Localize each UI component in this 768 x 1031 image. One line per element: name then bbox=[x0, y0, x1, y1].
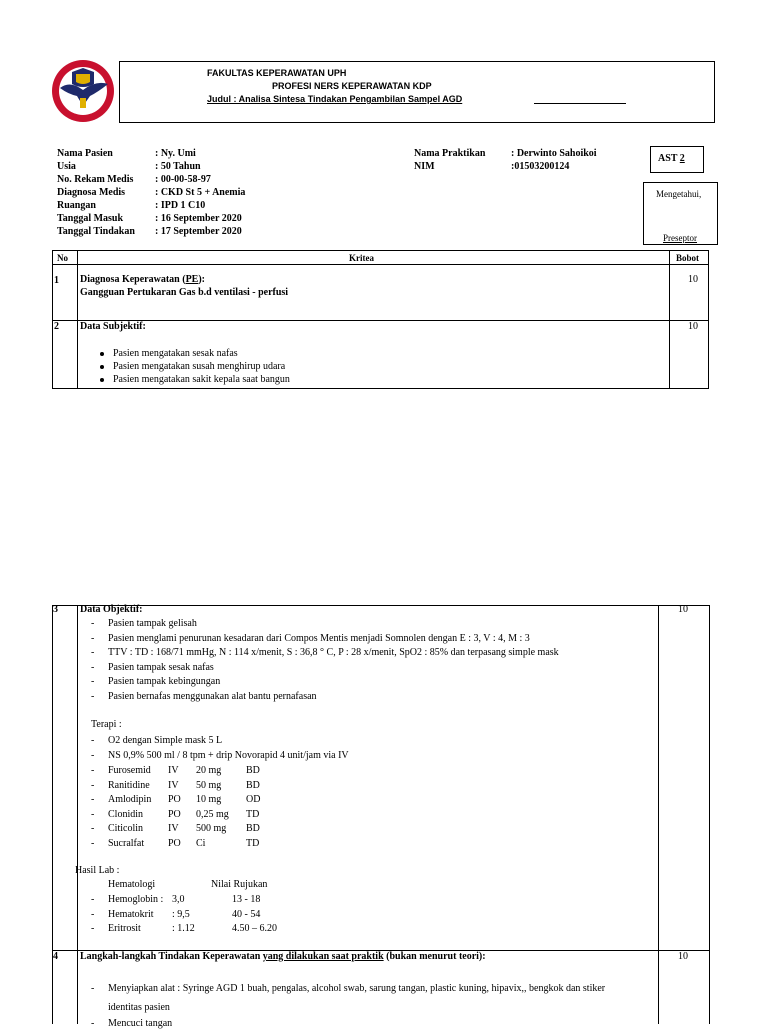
objective-item: Pasien tampak sesak nafas bbox=[108, 661, 214, 673]
drug-dose: Ci bbox=[196, 838, 206, 849]
dash-marker: - bbox=[91, 676, 95, 687]
row4-number: 4 bbox=[53, 951, 58, 962]
dash-marker: - bbox=[91, 838, 95, 849]
logo bbox=[50, 58, 116, 124]
drug-frequency: TD bbox=[246, 808, 260, 820]
drug-route: PO bbox=[168, 808, 181, 820]
drug-route: IV bbox=[168, 779, 179, 791]
lab-head-left: Hematologi bbox=[108, 879, 156, 890]
lab-reference: 4.50 – 6.20 bbox=[232, 923, 277, 934]
subjective-item: Pasien mengatakan sesak nafas bbox=[113, 348, 238, 359]
patient-field-value: : 00-00-58-97 bbox=[155, 174, 211, 185]
preseptor-label: Preseptor bbox=[663, 233, 697, 243]
drug-frequency: TD bbox=[246, 838, 260, 849]
mengetahui-label: Mengetahui, bbox=[656, 189, 702, 199]
patient-field-label: Ruangan bbox=[57, 200, 96, 211]
student-name-label: Nama Praktikan bbox=[414, 148, 486, 159]
drug-route: IV bbox=[168, 765, 179, 776]
bullet-dot bbox=[100, 352, 104, 356]
drug-route: PO bbox=[168, 794, 181, 806]
drug-dose: 20 mg bbox=[196, 765, 222, 776]
row2-number: 2 bbox=[54, 321, 59, 332]
drug-name: Amlodipin bbox=[108, 794, 152, 806]
drug-route: IV bbox=[168, 823, 179, 835]
bullet-dot bbox=[100, 365, 104, 369]
drug-name: Clonidin bbox=[108, 808, 144, 820]
drug-dose: 50 mg bbox=[196, 779, 222, 791]
row3-title: Data Objektif: bbox=[80, 604, 143, 615]
row2-bobot: 10 bbox=[688, 321, 698, 332]
dash-marker: - bbox=[91, 647, 95, 658]
drug-name: Citicolin bbox=[108, 823, 143, 835]
lab-head-right: Nilai Rujukan bbox=[211, 879, 268, 890]
step-1-line2: identitas pasien bbox=[108, 1002, 170, 1013]
ast-label: AST 2 bbox=[658, 153, 685, 164]
row2-title: Data Subjektif: bbox=[80, 321, 146, 332]
row4-bobot: 10 bbox=[678, 951, 688, 962]
patient-field-label: Tanggal Masuk bbox=[57, 213, 124, 224]
objective-item: Pasien tampak kebingungan bbox=[108, 676, 221, 687]
dash-marker: - bbox=[91, 908, 95, 920]
drug-frequency: BD bbox=[246, 765, 260, 776]
patient-field-value: : 17 September 2020 bbox=[155, 226, 242, 237]
dash-marker: - bbox=[91, 823, 95, 835]
dash-marker: - bbox=[91, 894, 95, 905]
patient-field-value: : CKD St 5 + Anemia bbox=[155, 187, 246, 198]
lab-value: 3,0 bbox=[172, 894, 185, 905]
row3-number: 3 bbox=[53, 604, 58, 615]
col-bobot-header: Bobot bbox=[676, 253, 700, 263]
drug-frequency: BD bbox=[246, 779, 260, 791]
objective-item: Pasien menglami penurunan kesadaran dari Compos Mentis menjadi Somnolen dengan E : 3, V : 4, M : 3 bbox=[108, 632, 530, 644]
row3-bobot: 10 bbox=[678, 604, 688, 615]
lab-reference: 13 - 18 bbox=[232, 894, 261, 905]
dash-marker: - bbox=[91, 983, 95, 994]
objective-item: TTV : TD : 168/71 mmHg, N : 114 x/menit, S : 36,8 ° C, P : 28 x/menit, SpO2 : 85% dan terpasang simple mask bbox=[108, 647, 559, 658]
objective-item: Pasien tampak gelisah bbox=[108, 618, 197, 629]
patient-field-label: Usia bbox=[57, 161, 76, 172]
dash-marker: - bbox=[91, 1018, 95, 1029]
step-2: Mencuci tangan bbox=[108, 1018, 173, 1029]
dash-marker: - bbox=[91, 765, 95, 776]
row4-title: Langkah-langkah Tindakan Keperawatan yang dilakukan saat praktik (bukan menurut teori): bbox=[80, 951, 486, 962]
lab-reference: 40 - 54 bbox=[232, 908, 261, 920]
drug-frequency: OD bbox=[246, 794, 261, 806]
program-title: PROFESI NERS KEPERAWATAN KDP bbox=[272, 81, 432, 91]
row1-number: 1 bbox=[54, 275, 59, 286]
col-no-header: No bbox=[57, 253, 68, 263]
therapy-item: NS 0,9% 500 ml / 8 tpm + drip Novorapid 4 unit/jam via IV bbox=[108, 750, 349, 761]
lab-label: Hasil Lab : bbox=[75, 865, 120, 876]
lab-name: Hemoglobin : bbox=[108, 894, 164, 905]
lab-value: : 9,5 bbox=[172, 908, 190, 920]
bullet-dot bbox=[100, 378, 104, 382]
col-kritea-header: Kritea bbox=[349, 253, 374, 263]
patient-field-label: No. Rekam Medis bbox=[57, 174, 134, 185]
university-seal-icon bbox=[50, 58, 116, 124]
row1-bobot: 10 bbox=[688, 274, 698, 285]
dash-marker: - bbox=[91, 632, 95, 644]
dash-marker: - bbox=[91, 618, 95, 629]
drug-name: Furosemid bbox=[108, 765, 151, 776]
student-name-value: : Derwinto Sahoikoi bbox=[511, 148, 597, 159]
dash-marker: - bbox=[91, 690, 95, 702]
patient-field-label: Nama Pasien bbox=[57, 148, 113, 159]
lab-name: Hematokrit bbox=[108, 908, 154, 920]
lab-value: : 1.12 bbox=[172, 923, 195, 934]
faculty-title: FAKULTAS KEPERAWATAN UPH bbox=[207, 68, 347, 78]
subjective-item: Pasien mengatakan susah menghirup udara bbox=[113, 361, 286, 372]
patient-field-value: : 16 September 2020 bbox=[155, 213, 242, 224]
drug-frequency: BD bbox=[246, 823, 260, 835]
drug-dose: 10 mg bbox=[196, 794, 222, 806]
step-1-line1: Menyiapkan alat : Syringe AGD 1 buah, pengalas, alcohol swab, sarung tangan, plastic kuning, hipavix,, bengkok dan stiker bbox=[108, 983, 606, 994]
document-title: Judul : Analisa Sintesa Tindakan Pengambilan Sampel AGD bbox=[207, 94, 463, 104]
dash-marker: - bbox=[91, 779, 95, 791]
drug-route: PO bbox=[168, 838, 181, 849]
title-underline bbox=[534, 103, 626, 104]
nim-label: NIM bbox=[414, 161, 435, 172]
terapi-label: Terapi : bbox=[91, 719, 122, 730]
subjective-item: Pasien mengatakan sakit kepala saat bangun bbox=[113, 374, 290, 385]
drug-name: Ranitidine bbox=[108, 779, 150, 791]
row1-title: Diagnosa Keperawatan (PE): bbox=[80, 274, 206, 285]
drug-dose: 0,25 mg bbox=[196, 808, 229, 820]
objective-item: Pasien bernafas menggunakan alat bantu pernafasan bbox=[108, 690, 317, 702]
therapy-item: O2 dengan Simple mask 5 L bbox=[108, 735, 223, 746]
dash-marker: - bbox=[91, 808, 95, 820]
patient-field-value: : Ny. Umi bbox=[155, 148, 196, 159]
lab-name: Eritrosit bbox=[108, 923, 141, 934]
dash-marker: - bbox=[91, 661, 95, 673]
dash-marker: - bbox=[91, 794, 95, 806]
dash-marker: - bbox=[91, 923, 95, 934]
patient-field-value: : IPD 1 C10 bbox=[155, 200, 206, 211]
nim-value: :01503200124 bbox=[511, 161, 570, 172]
patient-field-label: Tanggal Tindakan bbox=[57, 226, 135, 237]
drug-dose: 500 mg bbox=[196, 823, 227, 835]
patient-field-label: Diagnosa Medis bbox=[57, 187, 126, 198]
dash-marker: - bbox=[91, 750, 95, 761]
row1-diagnosis: Gangguan Pertukaran Gas b.d ventilasi - perfusi bbox=[80, 287, 289, 298]
dash-marker: - bbox=[91, 735, 95, 746]
patient-field-value: : 50 Tahun bbox=[155, 161, 201, 172]
ast-number: 2 bbox=[679, 153, 685, 164]
drug-name: Sucralfat bbox=[108, 838, 145, 849]
